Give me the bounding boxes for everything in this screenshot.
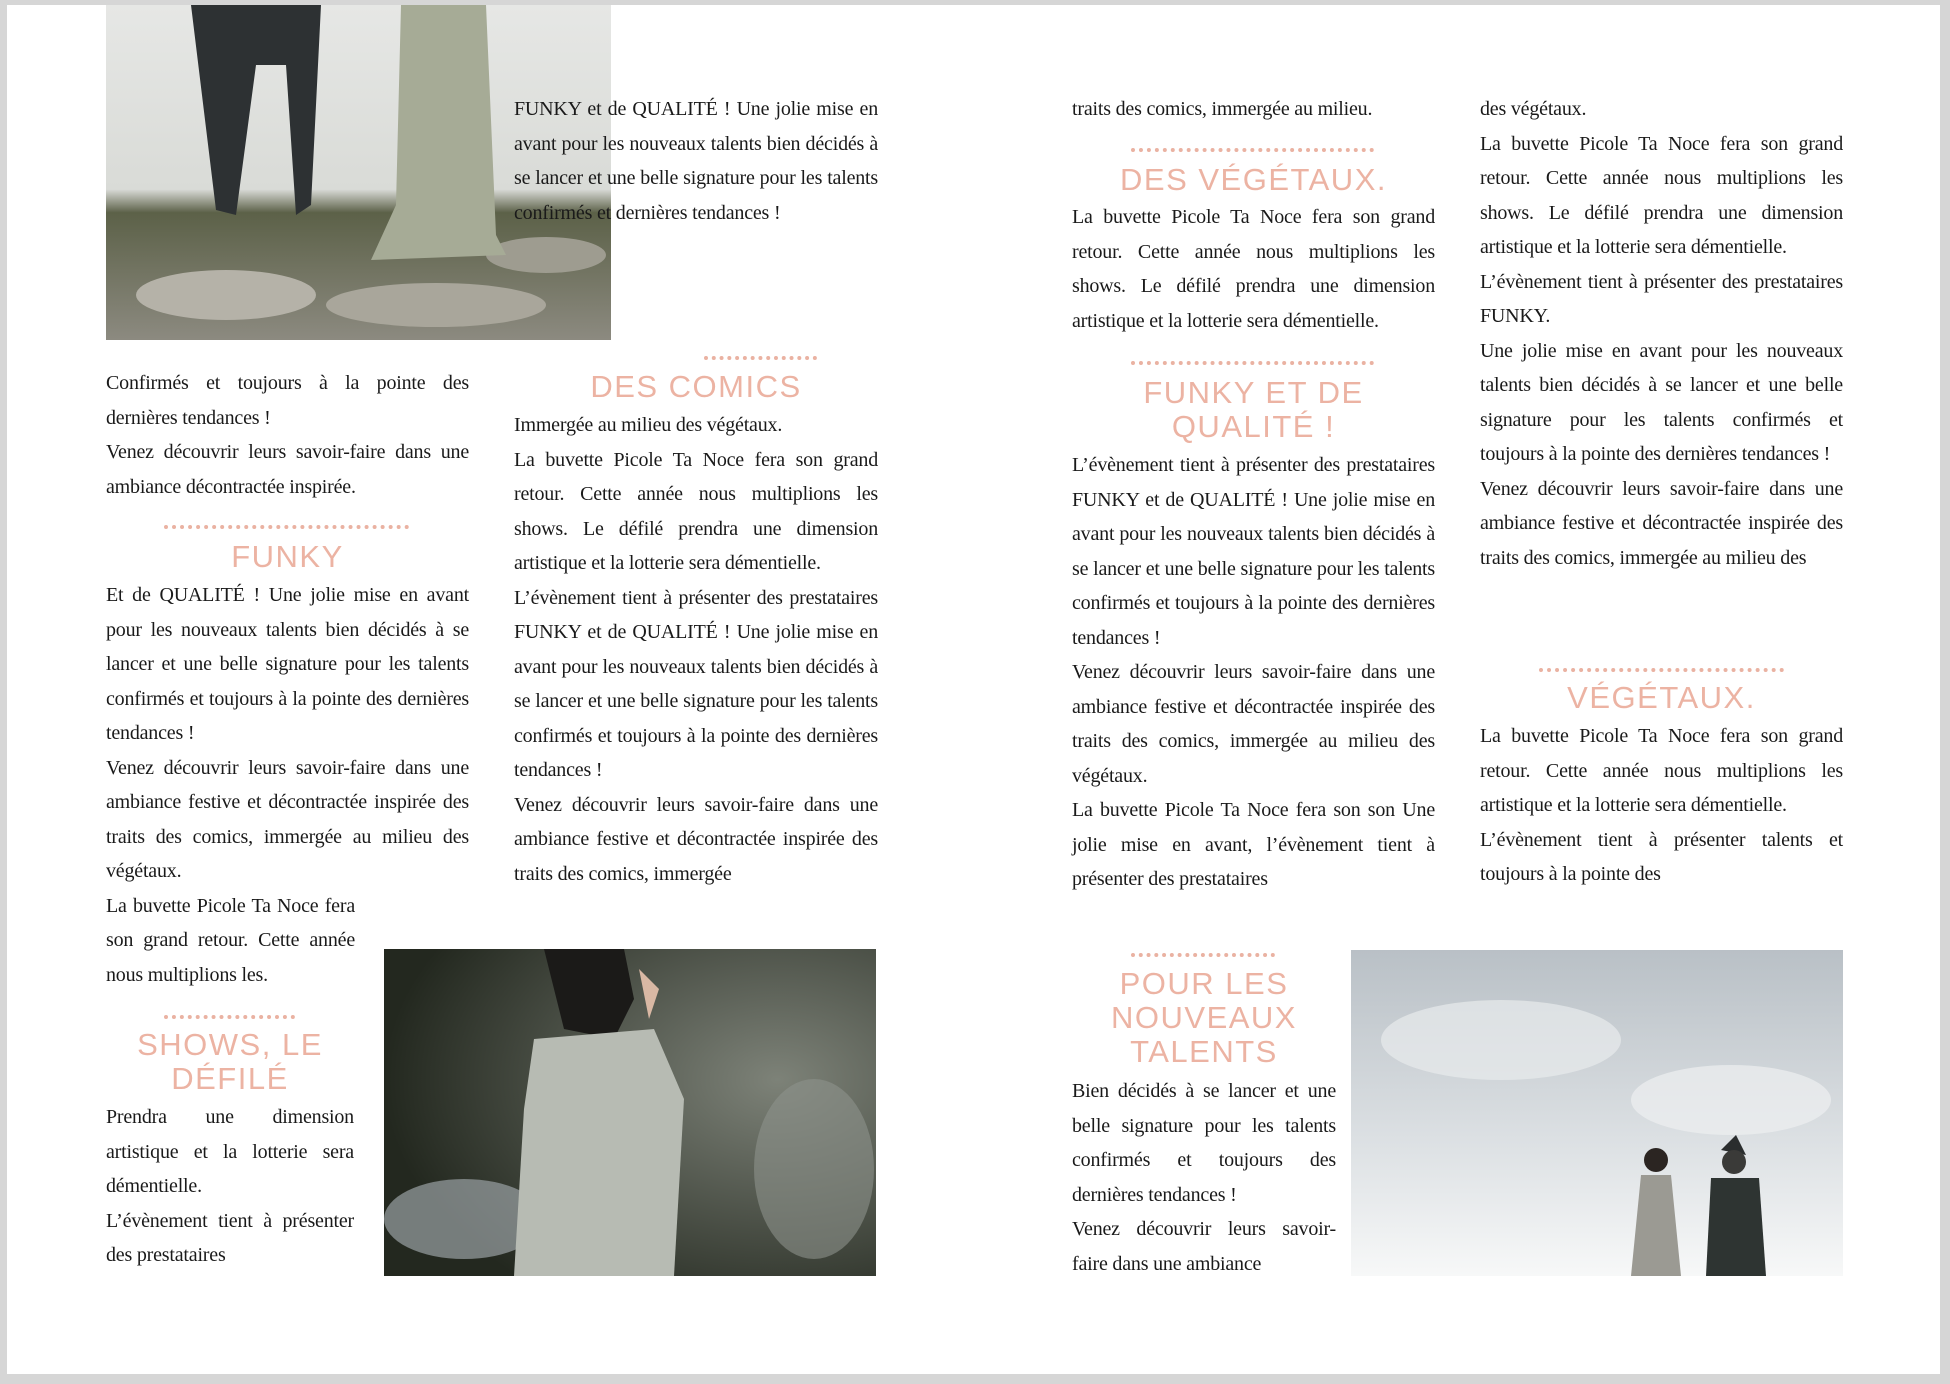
divider-dots	[704, 356, 817, 360]
col3-body2-text: L’évènement tient à présenter des prestataires FUNKY et de QUALITÉ ! Une jolie mise en avant pour les nouveaux talents bien décidés à se lancer et une belle signature pour les talents confirmés et toujours à la pointe des dernières tendances ! Venez découvrir leurs savoir-faire dans une ambiance festive et décontractée inspirée des traits des comics, immergée au milieu des végétaux. La buvette Picole Ta Noce fera son son Une jolie mise en avant, l’évènement tient à présenter des prestataires	[1072, 454, 1435, 890]
col1-intro-text: Confirmés et toujours à la pointe des dernières tendances ! Venez découvrir leurs savoir-faire dans une ambiance décontractée inspirée.	[106, 372, 469, 498]
col4-body1-text: La buvette Picole Ta Noce fera son grand retour. Cette année nous multiplions les artistique et la lotterie sera démentielle. L’évènement tient à présenter talents et toujours à la pointe des	[1480, 725, 1843, 885]
photo-couple-sky	[1351, 950, 1843, 1276]
magazine-spread	[7, 5, 1940, 1374]
heading-funky: FUNKY	[231, 539, 344, 574]
divider-dots	[164, 1015, 295, 1019]
photo-woman-dress	[384, 949, 876, 1276]
heading-des-comics: DES COMICS	[590, 369, 802, 404]
col3-intro-text: traits des comics, immergée au milieu.	[1072, 98, 1373, 120]
heading-shows-le-defile: SHOWS, LE DÉFILÉ	[137, 1027, 323, 1096]
col2-intro-text: FUNKY et de QUALITÉ ! Une jolie mise en avant pour les nouveaux talents bien décidés à se lancer et une belle signature pour les talents confirmés et dernières tendances !	[514, 98, 878, 224]
col3-body3-text: Bien décidés à se lancer et une belle signature pour les talents confirmés et toujours des dernières tendances ! Venez découvrir leurs savoir-faire dans une ambiance	[1072, 1080, 1336, 1275]
divider-dots	[1131, 953, 1275, 957]
heading-funky-et-de-qualite: FUNKY ET DE QUALITÉ !	[1143, 375, 1364, 444]
divider-dots	[164, 525, 409, 529]
heading-pour-les-nouveaux-talents: POUR LES NOUVEAUX TALENTS	[1111, 966, 1297, 1069]
heading-vegetaux: VÉGÉTAUX.	[1567, 680, 1756, 715]
col4-intro-text: des végétaux. La buvette Picole Ta Noce fera son grand retour. Cette année nous multiplions les shows. Le défilé prendra une dimension artistique et la lotterie sera démentielle. L’évènement tient à présenter des prestataires FUNKY. Une jolie mise en avant pour les nouveaux talents bien décidés à se lancer et une belle signature pour les talents confirmés et toujours à la pointe des dernières tendances ! Venez découvrir leurs savoir-faire dans une ambiance festive et décontractée inspirée des traits des comics, immergée au milieu des	[1480, 98, 1843, 569]
col2-body-text: Immergée au milieu des végétaux. La buvette Picole Ta Noce fera son grand retour. Cette année nous multiplions les shows. Le défilé prendra une dimension artistique et la lotterie sera démentielle. L’évènement tient à présenter des prestataires FUNKY et de QUALITÉ ! Une jolie mise en avant pour les nouveaux talents bien décidés à se lancer et une belle signature pour les talents confirmés et toujours à la pointe des dernières tendances ! Venez découvrir leurs savoir-faire dans une ambiance festive et décontractée inspirée des traits des comics, immergée	[514, 414, 878, 885]
col1-body-text: Et de QUALITÉ ! Une jolie mise en avant pour les nouveaux talents bien décidés à se lancer et une belle signature pour les talents confirmés et toujours à la pointe des dernières tendances ! Venez découvrir leurs savoir-faire dans une ambiance festive et décontractée inspirée des traits des comics, immergée au milieu des végétaux. La buvette Picole Ta Noce fera son grand retour. Cette année nous multiplions les.	[106, 584, 469, 986]
col1-body2-text: Prendra une dimension artistique et la lotterie sera démentielle. L’évènement tient à présenter des prestataires	[106, 1106, 354, 1266]
divider-dots	[1539, 668, 1784, 672]
heading-des-vegetaux: DES VÉGÉTAUX.	[1120, 162, 1387, 197]
col3-body1-text: La buvette Picole Ta Noce fera son grand retour. Cette année nous multiplions les shows. Le défilé prendra une dimension artistique et la lotterie sera démentielle.	[1072, 206, 1435, 332]
divider-dots	[1131, 361, 1374, 365]
divider-dots	[1131, 148, 1374, 152]
